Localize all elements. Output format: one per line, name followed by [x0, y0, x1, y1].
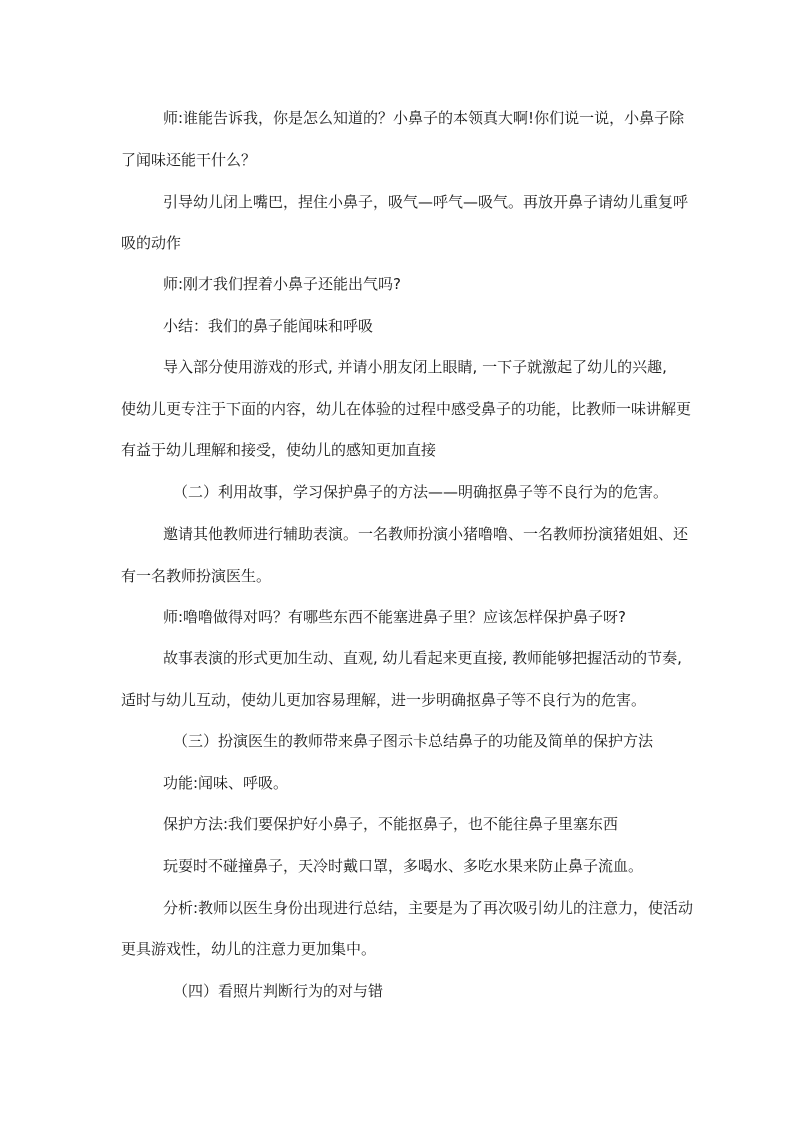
paragraph-3-line-1: 师:刚才我们捏着小鼻子还能出气吗?	[163, 275, 402, 293]
paragraph-1-line-1: 师:谁能告诉我，你是怎么知道的？小鼻子的本领真大啊!你们说一说，小鼻子除	[163, 109, 685, 127]
paragraph-4-line-1: 小结：我们的鼻子能闻味和呼吸	[163, 317, 374, 335]
section-heading-2: （二）利用故事，学习保护鼻子的方法——明确抠鼻子等不良行为的危害。	[173, 483, 669, 501]
paragraph-13-line-1: 玩耍时不碰撞鼻子，天冷时戴口罩，多喝水、多吃水果来防止鼻子流血。	[163, 857, 644, 875]
paragraph-2-line-2: 吸的动作	[121, 234, 182, 252]
paragraph-14-line-2: 更具游戏性，幼儿的注意力更加集中。	[121, 940, 377, 958]
section-heading-4: （四）看照片判断行为的对与错	[173, 982, 384, 1000]
paragraph-2-line-1: 引导幼儿闭上嘴巴，捏住小鼻子，吸气—呼气—吸气。再放开鼻子请幼儿重复呼	[163, 193, 689, 211]
paragraph-9-line-2: 适时与幼儿互动，使幼儿更加容易理解，进一步明确抠鼻子等不良行为的危害。	[121, 691, 647, 709]
paragraph-12-line-1: 保护方法:我们要保护好小鼻子，不能抠鼻子，也不能往鼻子里塞东西	[163, 815, 619, 833]
paragraph-14-line-1: 分析:教师以医生身份出现进行总结，主要是为了再次吸引幼儿的注意力，使活动	[163, 899, 694, 917]
paragraph-5-line-2: 使幼儿更专注于下面的内容，幼儿在体验的过程中感受鼻子的功能，比教师一味讲解更	[121, 400, 692, 418]
paragraph-11-line-1: 功能:闻味、呼吸。	[163, 774, 289, 792]
paragraph-7-line-1: 邀请其他教师进行辅助表演。一名教师扮演小猪噜噜、一名教师扮演猪姐姐、还	[163, 525, 689, 543]
paragraph-5-line-1: 导入部分使用游戏的形式, 并请小朋友闭上眼睛, 一下子就激起了幼儿的兴趣,	[163, 358, 667, 376]
paragraph-8-line-1: 师:噜噜做得对吗？有哪些东西不能塞进鼻子里？应该怎样保护鼻子呀?	[163, 608, 627, 626]
section-heading-3: （三）扮演医生的教师带来鼻子图示卡总结鼻子的功能及简单的保护方法	[173, 732, 654, 750]
paragraph-7-line-2: 有一名教师扮演医生。	[121, 567, 272, 585]
paragraph-1-line-2: 了闻味还能干什么？	[121, 151, 257, 169]
paragraph-5-line-3: 有益于幼儿理解和接受，使幼儿的感知更加直接	[121, 441, 437, 459]
paragraph-9-line-1: 故事表演的形式更加生动、直观, 幼儿看起来更直接, 教师能够把握活动的节奏,	[163, 649, 682, 667]
